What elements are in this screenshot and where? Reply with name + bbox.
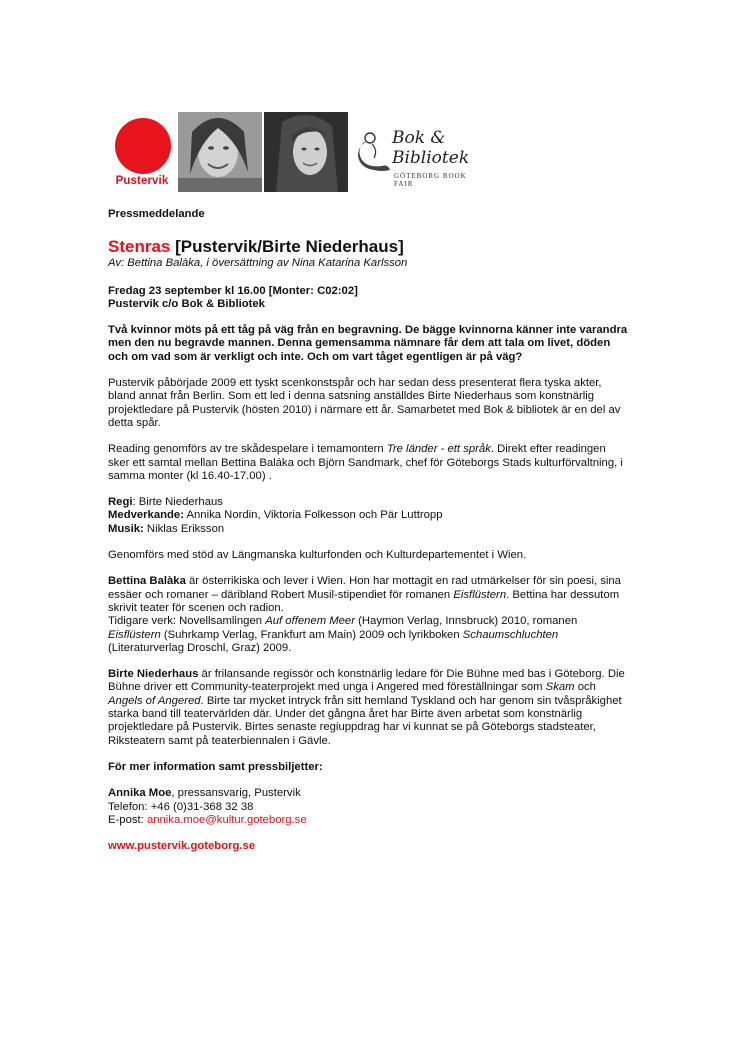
contact-role: , pressansvarig, Pustervik [171,787,301,800]
paragraph-reading [108,443,628,483]
bettina-text-2: . Bettina har dessutom skrivit teater för scenen och radion. [108,588,620,614]
title-red: Stenras [108,237,171,257]
website-link[interactable]: www.pustervik.goteborg.se [108,840,256,853]
portrait-birte-image [264,112,348,192]
birte-italic-2: Angels of Angered [108,694,201,707]
musik-value: Niklas Eriksson [143,522,225,535]
email-link[interactable]: annika.moe@kultur.goteborg.se [146,813,307,826]
event-location: Pustervik c/o Bok & Bibliotek [108,297,265,310]
birte-text-2: och [574,681,596,694]
paragraph-bettina-works [108,615,628,655]
title-rest: [Pustervik/Birte Niederhaus] [170,237,404,257]
bok-bibliotek-logo [352,126,482,186]
contact-name-line [108,787,628,800]
musik-label: Musik: [108,522,144,535]
email-label: E-post: [108,813,147,826]
credit-medverkande [108,509,628,522]
bettina-text-4: (Haymon Verlag, Innsbruck) 2010, romanen [354,615,578,628]
medverkande-label: Medverkande: [108,509,184,522]
paragraph-birte [108,668,628,748]
birte-italic-1: Skam [545,681,575,694]
bettina-italic-1: Eisflüstern [453,588,507,601]
lead-paragraph: Två kvinnor möts på ett tåg på väg från en begravning. De bägge kvinnorna känner inte varandra men den nu begravde mannen. Denna gemensamma nämnare får dem att tala om livet, döden och om vad som är verkligt och inte. Och om vart tåget egentligen är på väg? [108,324,628,363]
bettina-name: Bettina Balàka [108,575,186,588]
portrait-bettina-image [178,112,262,192]
byline: Av: Bettina Balàka, i översättning av Nina Katarina Karlsson [108,257,408,270]
bok-subtitle: GÖTEBORG BOOK FAIR [394,172,467,188]
paragraph-bettina [108,575,628,615]
reading-text-b: . Direkt efter readingen sker ett samtal mellan Bettina Baláka och Björn Sandmark, chef för Göteborgs Stads kulturförvaltning, i samma monter (kl 16.40-17.00) . [108,443,623,482]
document-type: Pressmeddelande [108,208,205,220]
paragraph-support: Genomförs med stöd av Längmanska kulturfonden och Kulturdepartementet i Wien. [108,549,527,562]
bettina-text-5: (Suhrkamp Verlag, Frankfurt am Main) 2009 och lyrikboken [160,628,463,641]
portrait-photo-bettina [178,112,262,192]
paragraph-background: Pustervik påbörjade 2009 ett tyskt scenkonstspår och har sedan dess presenterat flera tyska akter, bland annat från Berlin. Som ett led i denna satsning anställdes Birte Niederhaus som konstnärlig projektledare på Pustervik (hösten 2010) i närmare ett år. Samarbetet med Bok & bibliotek är en del av detta spår. [108,377,621,429]
regi-label: Regi [108,496,133,509]
bettina-text-6: (Literaturverlag Droschl, Graz) 2009. [108,641,292,654]
contact-email-line [108,814,628,827]
bettina-text-3: Tidigare verk: Novellsamlingen [108,615,266,628]
bettina-italic-3: Eisflüstern [108,628,161,641]
bettina-italic-4: Schaumschluchten [462,628,559,641]
contact-name: Annika Moe [108,787,172,800]
medverkande-value: Annika Nordin, Viktoria Folkesson och Pär Luttropp [183,509,443,522]
contact-heading: För mer information samt pressbiljetter: [108,760,323,773]
pustervik-logo-text: Pustervik [115,175,169,187]
document-body [108,208,628,853]
bettina-text-1: är österrikiska och lever i Wien. Hon har mottagit en rad utmärkelser för sin poesi, sina essäer och romaner – däribland Robert Musil-stipendiet för romanen [108,575,621,601]
header-logos [108,112,628,192]
reading-text-italic: Tre länder - ett språk [386,443,491,456]
reading-text-a: Reading genomförs av tre skådespelare i temamontern [108,443,387,456]
credit-musik [108,523,628,536]
credit-regi [108,496,628,509]
birte-text-1: är frilansande regissör och konstnärlig ledare för Die Bühne med bas i Göteborg. Die Bühne driver ett Community-teaterprojekt med unga i Angered med föreställningar som [108,668,625,694]
page-title [108,237,628,257]
regi-value: : Birte Niederhaus [132,496,223,509]
event-time: Fredag 23 september kl 16.00 [Monter: C02:02] [108,284,358,297]
birte-text-3: . Birte tar mycket intryck från sitt hemland Tyskland och har genom sin tvåspråkighet starka band till teatervärlden där. Under det gångna året har Birte även arbetat som konstnärlig projektledare på Pustervik. Birtes senaste regiuppdrag har vi kunnat se på Göteborgs stadsteater, Riksteatern samt på teaterbiennalen i Gävle. [108,694,622,747]
bok-title-line2: Bibliotek [392,148,470,168]
pustervik-logo [108,118,176,192]
birte-name: Birte Niederhaus [108,668,199,681]
red-circle-icon [115,118,171,174]
bettina-italic-2: Auf offenem Meer [265,615,355,628]
portrait-photo-birte [264,112,348,192]
bok-title-line1: Bok & [392,128,446,148]
mermaid-icon [352,130,392,174]
contact-phone: Telefon: +46 (0)31-368 32 38 [108,800,254,813]
